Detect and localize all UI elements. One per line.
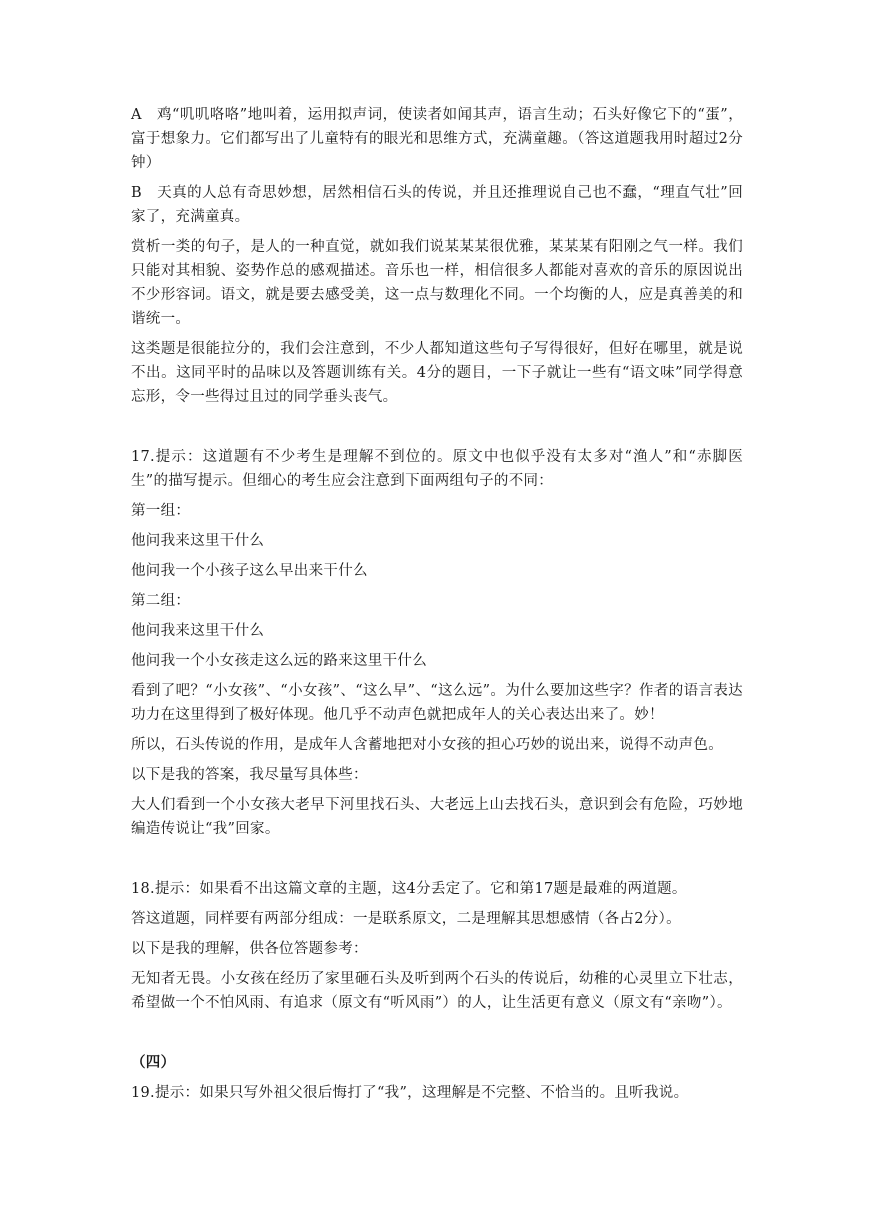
- q18-answer-intro: 以下是我的理解，供各位答题参考：: [131, 941, 368, 957]
- section-gap: [131, 847, 743, 877]
- q18-hint: 18.提示：如果看不出这篇文章的主题，这4分丢定了。它和第17题是最难的两道题。: [131, 881, 687, 897]
- group-two-sentence-2: 他问我一个小女孩走这么远的路来这里干什么: [131, 653, 427, 669]
- q17-answer-intro: 以下是我的答案，我尽量写具体些：: [131, 767, 368, 783]
- section-gap: [131, 1021, 743, 1051]
- score-paragraph: 这类题是很能拉分的，我们会注意到，不少人都知道这些句子写得很好，但好在哪里，就是说不出。这同平时的品味以及答题训练有关。4分的题目，一下子就让一些有“语文味”同学得意忘形，令一些得过且过的同学垂头丧气。: [131, 341, 743, 405]
- q18-structure: 答这道题，同样要有两部分组成：一是联系原文，二是理解其思想感情（各占2分）。: [131, 911, 681, 927]
- answer-a: A 鸡“叽叽咯咯”地叫着，运用拟声词，使读者如闻其声，语言生动；石头好像它下的“蛋”，富于想象力。它们都写出了儿童特有的眼光和思维方式，充满童趣。（答这道题我用时超过2分钟）: [131, 107, 743, 171]
- document-page: [131, 103, 743, 1111]
- section-gap: [131, 415, 743, 445]
- group-two-label: 第二组：: [131, 593, 191, 609]
- group-one-sentence-2: 他问我一个小孩子这么早出来干什么: [131, 563, 368, 579]
- section-four-heading: （四）: [131, 1054, 176, 1071]
- appreciation-paragraph: 赏析一类的句子，是人的一种直觉，就如我们说某某某很优雅，某某某有阳刚之气一样。我们只能对其相貌、姿势作总的感观描述。音乐也一样，相信很多人都能对喜欢的音乐的原因说出不少形容词。语文，就是要去感受美，这一点与数理化不同。一个均衡的人，应是真善美的和谐统一。: [131, 239, 743, 327]
- group-two-sentence-1: 他问我来这里干什么: [131, 623, 265, 639]
- q17-hint: 17.提示：这道题有不少考生是理解不到位的。原文中也似乎没有太多对“渔人”和“赤脚医生”的描写提示。但细心的考生应会注意到下面两组句子的不同：: [131, 449, 743, 489]
- group-one-sentence-1: 他问我来这里干什么: [131, 533, 265, 549]
- q17-conclusion: 所以，石头传说的作用，是成年人含蓄地把对小女孩的担心巧妙的说出来，说得不动声色。: [131, 737, 723, 753]
- q19-hint: 19.提示：如果只写外祖父很后悔打了“我”，这理解是不完整、不恰当的。且听我说。: [131, 1085, 689, 1101]
- group-one-label: 第一组：: [131, 503, 191, 519]
- q17-answer: 大人们看到一个小女孩大老早下河里找石头、大老远上山去找石头，意识到会有危险，巧妙地编造传说让“我”回家。: [131, 797, 743, 837]
- answer-b: B 天真的人总有奇思妙想，居然相信石头的传说，并且还推理说自己也不蠢，“理直气壮”回家了，充满童真。: [131, 185, 743, 225]
- q18-answer: 无知者无畏。小女孩在经历了家里砸石头及听到两个石头的传说后，幼稚的心灵里立下壮志，希望做一个不怕风雨、有追求（原文有“听风雨”）的人，让生活更有意义（原文有“亲吻”）。: [131, 971, 743, 1011]
- q17-analysis: 看到了吧？“小女孩”、“小女孩”、“这么早”、“这么远”。为什么要加这些字？作者的语言表达功力在这里得到了极好体现。他几乎不动声色就把成年人的关心表达出来了。妙！: [131, 683, 743, 723]
